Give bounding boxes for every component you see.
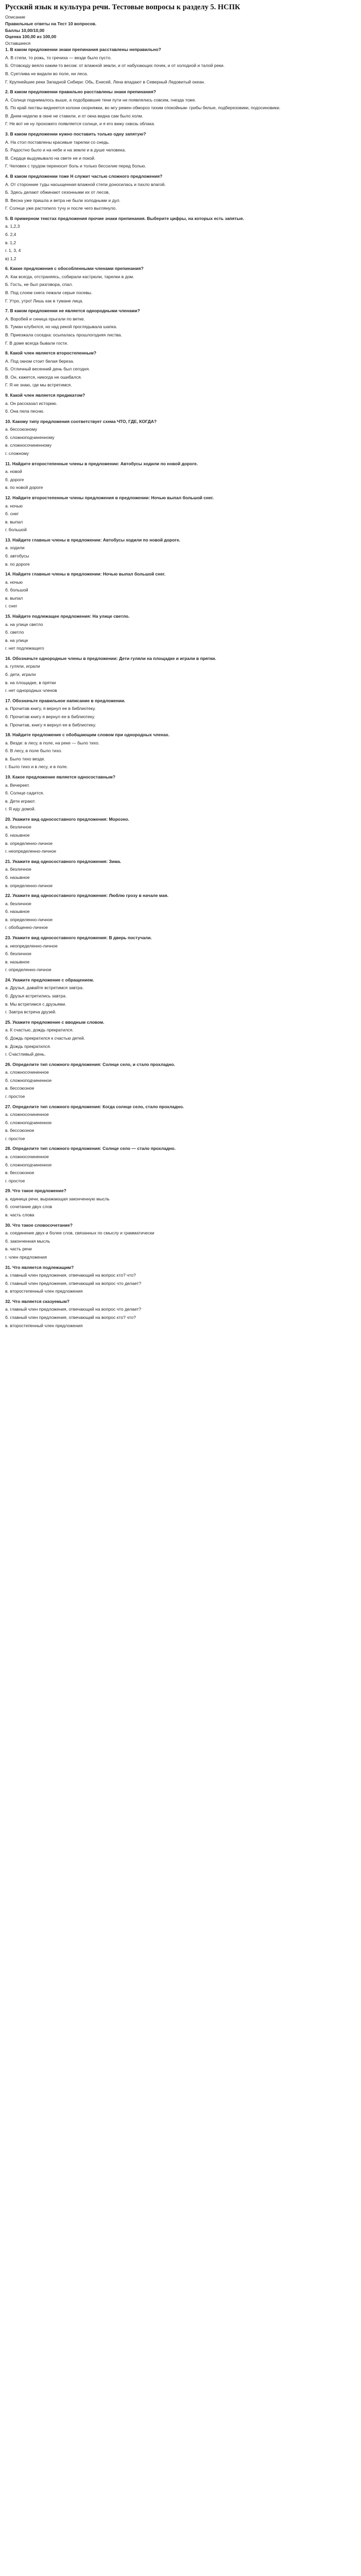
answer-option: а. Он рассказал историю.	[5, 400, 58, 406]
answer-option: б. безличное	[5, 951, 31, 957]
question-text: 19. Какое предложение является односоставным?	[5, 774, 115, 779]
question-text: 10. Какому типу предложения соответствует схема ЧТО, ГДЕ, КОГДА?	[5, 418, 157, 424]
answer-option: А. Как всегда, отстраняясь, собирали кастрюли, тарелки в дом.	[5, 274, 134, 279]
answer-option: г. простое	[5, 1136, 25, 1141]
answer-option: в. второстепенный член предложения	[5, 1323, 83, 1328]
answer-option: В. Сердце выдумывало на свете не и покой.	[5, 155, 96, 161]
answer-option: г. Было тихо и в лесу, и в поле.	[5, 764, 68, 770]
answer-option: в. Прочитав, книгу я вернул ее в библиотеку.	[5, 722, 96, 727]
question-block	[5, 774, 356, 816]
question-block	[5, 495, 356, 537]
answer-option: в. назывное	[5, 959, 30, 964]
answer-option: б. большой	[5, 587, 28, 593]
answer-option: а. главный член предложения, отвечающий на вопрос что делает?	[5, 1307, 142, 1312]
answer-option: Г. В доме всегда бывали гости.	[5, 340, 68, 346]
question-block	[5, 265, 356, 308]
question-text: 20. Укажите вид односоставного предложения: Морозно.	[5, 816, 129, 822]
question-list	[5, 46, 356, 1332]
answer-option: г. обобщенно-личное	[5, 925, 48, 930]
answer-option: а. главный член предложения, отвечающий на вопрос кто? что?	[5, 1273, 136, 1278]
answer-option: в. определенно-личное	[5, 840, 53, 846]
answer-option: г. снег	[5, 603, 18, 609]
question-block	[5, 392, 356, 418]
question-block	[5, 613, 356, 655]
answer-option: г. Счастливый день.	[5, 1052, 46, 1057]
question-block	[5, 173, 356, 215]
answer-option: Б. Отовсюду веяло каким-то весом: от влажной земли, и от набухающих почек, и от холодной и талой реки.	[5, 63, 225, 69]
question-text: 3. В каком предложении нужно поставить только одну запятую?	[5, 131, 146, 137]
answer-option: б. Прочитав книгу я вернул ее в библиотеку.	[5, 714, 95, 719]
question-text: 32. Что является сказуемым?	[5, 1298, 70, 1304]
question-text: 26. Определите тип сложного предложения: Солнце село, и стало прохладно.	[5, 1061, 176, 1067]
question-text: 7. В каком предложении не является однородными членами?	[5, 308, 140, 314]
answer-option: Б. Отличный весенний день был сегодня.	[5, 366, 90, 372]
answer-option: в) 1,2	[5, 256, 16, 261]
answer-option: б. Дождь прекратился к счастью детей.	[5, 1035, 85, 1041]
question-text: 17. Обозначьте правильное написание в предложении.	[5, 698, 126, 703]
answer-option: б. сложноподчиненному	[5, 434, 55, 440]
answer-option: а. новой	[5, 469, 22, 474]
answer-option: в. выпал	[5, 595, 23, 601]
question-text: 25. Укажите предложение с вводным словом.	[5, 1019, 105, 1025]
answer-option: В. Под слоем снега лежали серые посевы.	[5, 290, 93, 296]
answer-option: Г. Солнце уже растопило тучу и после чего выглянуло.	[5, 206, 117, 211]
answer-option: в. по дороге	[5, 561, 30, 567]
answer-option: г. Я иду домой.	[5, 806, 36, 812]
question-text: 16. Обозначьте однородные члены в предложении: Дети гуляли на площадке и играли в прятки.	[5, 655, 216, 661]
question-block	[5, 1188, 356, 1222]
answer-option: б. главный член предложения, отвечающий на вопрос кто? что?	[5, 1315, 136, 1320]
answer-option: а. сложносочиненное	[5, 1070, 49, 1075]
answer-option: б. дороге	[5, 477, 24, 482]
answer-option: Г. Человек с трудом переносит боль и только бессилие перед болью.	[5, 163, 146, 169]
answer-option: в. Дождь прекратился.	[5, 1043, 51, 1049]
answer-option: а. Везде: в лесу, в поле, на реке — было тихо.	[5, 740, 100, 745]
answer-option: в. сложносочиненному	[5, 443, 52, 448]
answer-option: а. ночью	[5, 579, 23, 585]
question-block	[5, 655, 356, 698]
answer-option: А. Воробей и синица прыгали по ветке.	[5, 316, 85, 321]
grade-label: Оценка 100,00 из 100,00	[5, 34, 57, 40]
answer-option: Г. Не вот не ну прохожего появляется солнце, и я его вижу сквозь облака.	[5, 121, 156, 127]
answer-option: г. большой	[5, 527, 27, 533]
question-block	[5, 215, 356, 265]
answer-option: в. бессоюзное	[5, 1086, 35, 1091]
question-block	[5, 461, 356, 495]
answer-option: в. 1,2	[5, 240, 16, 245]
answer-option: г. простое	[5, 1178, 25, 1183]
question-text: 5. В примерном текстах предложения прочие знаки препинания. Выберите цифры, на которых есть запятые.	[5, 215, 245, 221]
question-block	[5, 732, 356, 774]
score-label: Баллы 10,00/10,00	[5, 27, 45, 33]
answer-option: б. снег	[5, 511, 19, 517]
answer-option: а. неопределенно-личное	[5, 943, 58, 948]
answer-option: Г. Утро, утро! Лишь как в тумане лица.	[5, 298, 83, 303]
question-block	[5, 418, 356, 461]
answer-option: г. простое	[5, 1093, 25, 1099]
answer-option: а. сложносочиненное	[5, 1112, 49, 1117]
question-text: 31. Что является подлежащим?	[5, 1264, 74, 1270]
question-block	[5, 1019, 356, 1061]
question-text: 29. Что такое предложение?	[5, 1188, 66, 1194]
question-block	[5, 816, 356, 858]
answer-option: Г. Крупнейшие реки Западной Сибири: Обь, Енисей, Лена впадают в Северный Ледовитый океан.	[5, 79, 205, 84]
answer-option: Б. По край листвы виднеется колони скорняжки, во мгу ремен обмороз тихим спокойным- грибы белые, подберезовики, подосиновики.	[5, 105, 281, 111]
question-spacer	[5, 1330, 356, 1332]
question-text: 8. Какой член является второстепенным?	[5, 350, 97, 356]
answer-option: а. бессоюзному	[5, 427, 38, 432]
question-block	[5, 698, 356, 732]
answer-option: А. Солнце поднималось выше, а подобравшие тени пути не появлялись совсем, гнезда тоже.	[5, 97, 196, 103]
answer-option: А. В степи, то рожь, то гречиха — везде было пусто.	[5, 55, 112, 60]
answer-option: г. Завтра встреча друзей.	[5, 1009, 57, 1015]
answer-option: б. назывное	[5, 874, 30, 880]
answer-option: в. часть речи	[5, 1246, 32, 1252]
answer-option: б. сложноподчиненное	[5, 1162, 52, 1167]
question-text: 9. Какой член является предикатом?	[5, 392, 85, 398]
question-text: 30. Что такое словосочетание?	[5, 1222, 73, 1228]
question-text: 24. Укажите предложение с обращением.	[5, 977, 94, 982]
answer-option: г. неопределенно-личное	[5, 849, 57, 854]
correct-answers-label: Правильные ответы на Тест 10 вопросов.	[5, 21, 97, 26]
answer-option: Б. Радостно было и на небе и на земле и в душе человека.	[5, 147, 126, 153]
description-label: Описание	[5, 14, 26, 20]
question-text: 15. Найдите подлежащее предложения: На улице светло.	[5, 614, 130, 619]
question-block	[5, 89, 356, 131]
answer-option: а. Прочитав книгу, я вернул ее в библиотеку.	[5, 706, 96, 711]
answer-option: б. сочетание двух слов	[5, 1204, 53, 1210]
question-block	[5, 1222, 356, 1264]
answer-option: в. бессоюзное	[5, 1128, 35, 1133]
answer-option: Б. Гость, не был разговора, спал.	[5, 282, 73, 287]
answer-option: б. Солнце садится.	[5, 790, 44, 796]
question-block	[5, 1104, 356, 1146]
answer-option: в. Было тихо везде.	[5, 756, 45, 761]
question-text: 11. Найдите второстепенные члены в предложении: Автобусы ходили по новой дороге.	[5, 461, 198, 466]
question-block	[5, 537, 356, 571]
question-text: 6. Какие предложения с обособленными членами препинания?	[5, 266, 144, 272]
answer-option: В. Весна уже пришла и ветра не были холодными и дул.	[5, 197, 121, 203]
question-block	[5, 892, 356, 935]
question-block	[5, 308, 356, 350]
answer-option: а. Друзья, давайте встретимся завтра.	[5, 985, 84, 991]
answer-option: в. определенно-личное	[5, 883, 53, 888]
answer-option: г. 1, 3, 4	[5, 248, 21, 253]
answer-option: б. сложноподчиненное	[5, 1120, 52, 1125]
answer-option: В. Днем неделю в окне не ставили, и от окна видна сам было холм.	[5, 113, 143, 118]
answer-option: г. нет подлежащего	[5, 646, 44, 651]
question-block	[5, 858, 356, 892]
answer-option: б. Друзья встретились завтра.	[5, 993, 67, 999]
question-block	[5, 350, 356, 392]
answer-option: а. единица речи, выражающая законченную мысль	[5, 1196, 110, 1201]
question-block	[5, 935, 356, 977]
question-text: 22. Укажите вид односоставного предложения: Люблю грозу в начале мая.	[5, 893, 169, 899]
answer-option: б. назывное	[5, 833, 30, 838]
answer-option: б. В лесу, в поле было тихо.	[5, 748, 62, 754]
answer-option: б. назывное	[5, 909, 30, 914]
answer-option: в. на улице	[5, 637, 28, 643]
answer-option: а. ходили	[5, 545, 25, 551]
answer-option: в. по новой дороге	[5, 485, 43, 490]
answer-option: Б. Туман клубился, но над рекой проглядывала шапка.	[5, 324, 117, 330]
answer-option: б. сложноподчиненное	[5, 1077, 52, 1083]
answer-option: а. соединение двух и более слов, связанных по смыслу и грамматически	[5, 1230, 154, 1236]
answer-option: г. нет однородных членов	[5, 688, 57, 693]
question-block	[5, 46, 356, 89]
answer-option: г. сложному	[5, 451, 29, 456]
answer-option: А. От сторонние туды насыщенная влажной степи доносилась и пахло влагой.	[5, 181, 166, 187]
question-text: 13. Найдите главные члены в предложении: Автобусы ходили по новой дороге.	[5, 537, 181, 543]
answer-option: а. гуляли, играли	[5, 664, 40, 669]
question-text: 21. Укажите вид односоставного предложения: Зима.	[5, 858, 122, 864]
answer-option: г. определенно-личное	[5, 967, 51, 973]
answer-option: б. Она пела песню.	[5, 409, 45, 414]
answer-option: в. бессоюзное	[5, 1170, 35, 1176]
question-text: 27. Определите тип сложного предложения: Когда солнце село, стало прохладно.	[5, 1104, 184, 1109]
answer-option: в. выпал	[5, 519, 23, 524]
question-text: 1. В каком предложении знаки препинания расставлены неправильно?	[5, 47, 161, 53]
answer-option: А. Под окном стоит белая береза.	[5, 358, 74, 364]
question-text: 23. Укажите вид односоставного предложения: В дверь постучали.	[5, 935, 152, 940]
answer-option: а. Вечереет.	[5, 782, 30, 788]
question-text: 18. Найдите предложение с обобщающим словом при однородных членах.	[5, 732, 170, 738]
answer-option: Б. Здесь делают обжинают сезонными их от лесов,	[5, 190, 110, 195]
question-text: 2. В каком предложении правильно расставлены знаки препинания?	[5, 89, 156, 95]
question-block	[5, 1145, 356, 1188]
question-text: 14. Найдите главные члены в предложении: Ночью выпал большой снег.	[5, 571, 166, 577]
answer-option: а. на улице светло	[5, 621, 43, 627]
question-block	[5, 977, 356, 1019]
question-block	[5, 571, 356, 613]
answer-option: В. Приезжала соседка: осыпалась прошлогодняя листва.	[5, 332, 122, 337]
answer-option: б. светло	[5, 630, 24, 635]
answer-option: г. член предложения	[5, 1254, 47, 1260]
answer-option: а. сложносочиненное	[5, 1154, 49, 1160]
answer-option: в. часть слова	[5, 1212, 35, 1218]
answer-option: в. Мы встретимся с друзьями.	[5, 1001, 66, 1007]
answer-option: В. Он, кажется, никогда не ошибался.	[5, 374, 82, 380]
question-block	[5, 1264, 356, 1298]
answer-option: а. безличное	[5, 824, 31, 830]
answer-option: в. второстепенный член предложения	[5, 1289, 83, 1294]
page-title: Русский язык и культура речи. Тестовые вопросы к разделу 5. НСПК	[5, 3, 240, 11]
answer-option: а. К счастью, дождь прекратился.	[5, 1027, 74, 1033]
answer-option: а. 1,2,3	[5, 224, 20, 229]
answer-option: в. Дети играют.	[5, 798, 36, 804]
question-text: 28. Определите тип сложного предложения: Солнце село — стало прохладно.	[5, 1146, 176, 1151]
answer-option: б. автобусы	[5, 553, 29, 558]
question-text: 12. Найдите второстепенные члены предложения в предложении: Ночью выпал большой снег.	[5, 495, 214, 500]
answer-option: в. определенно-личное	[5, 917, 53, 922]
answer-option: В. Суетлива не видали во поле, ни леса.	[5, 71, 88, 77]
answer-option: а. безличное	[5, 901, 31, 906]
answer-option: а. ночью	[5, 503, 23, 509]
answer-option: б. законченная мысль	[5, 1238, 50, 1244]
question-block	[5, 1298, 356, 1332]
answer-option: А. На стол поставлены красивые тарелки со снедь.	[5, 139, 110, 145]
answer-option: б. 2,4	[5, 232, 16, 237]
question-block	[5, 131, 356, 173]
answer-option: б. дети, играли	[5, 672, 36, 677]
answer-option: в. на площадке, в прятки	[5, 680, 56, 685]
question-block	[5, 1061, 356, 1104]
answer-option: б. главный член предложения, отвечающий на вопрос что делает?	[5, 1280, 142, 1286]
question-text: 4. В каком предложении тоже Н служит частью сложного предложения?	[5, 173, 163, 179]
answer-option: Г. Я не знаю, где мы встретимся.	[5, 382, 72, 388]
answer-option: а. безличное	[5, 867, 31, 872]
remaining-label: Оставшиеся	[5, 40, 31, 46]
